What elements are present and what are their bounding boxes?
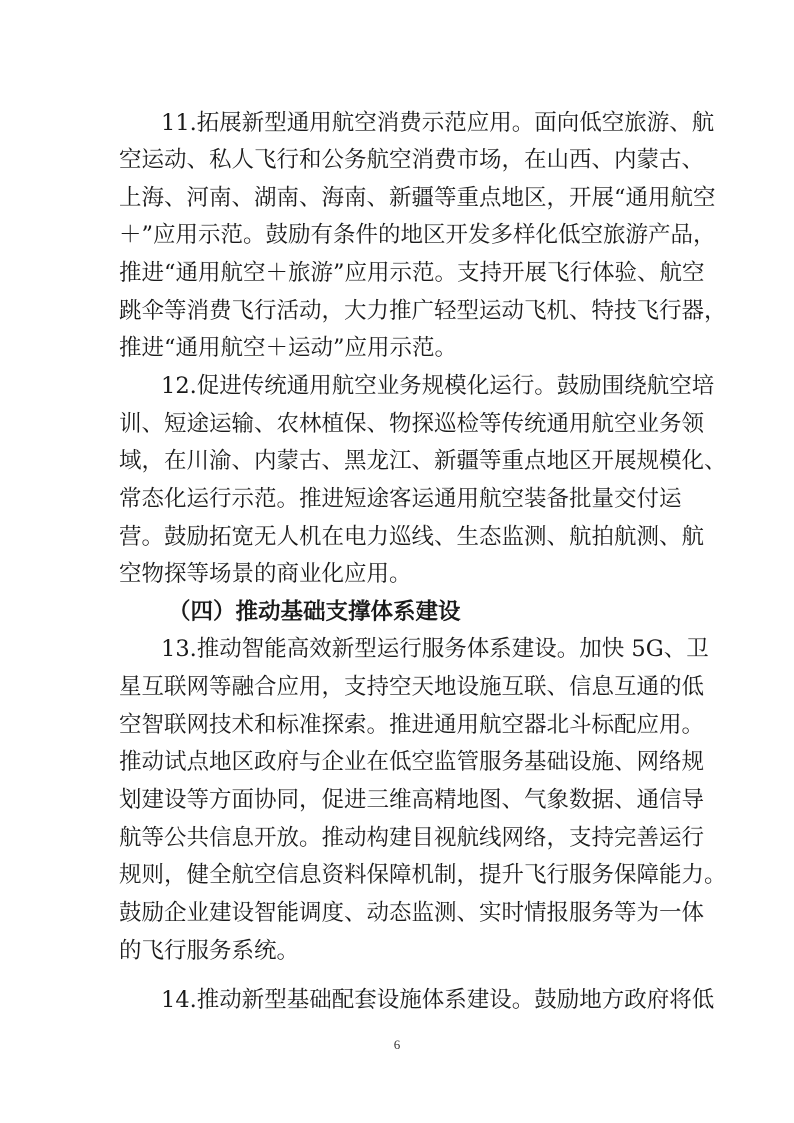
paragraph-12-line-3: 域，在川渝、内蒙古、黑龙江、新疆等重点地区开展规模化、 [119, 448, 727, 474]
paragraph-14-line-1: 14.推动新型基础配套设施体系建设。鼓励地方政府将低 [161, 987, 715, 1013]
paragraph-12-line-6: 空物探等场景的商业化应用。 [119, 561, 412, 587]
paragraph-13-line-9: 的飞行服务系统。 [119, 938, 300, 964]
paragraph-13-line-8: 鼓励企业建设智能调度、动态监测、实时情报服务等为一体 [119, 900, 705, 926]
paragraph-11-line-2: 空运动、私人飞行和公务航空消费市场，在山西、内蒙古、 [119, 147, 705, 173]
paragraph-13-line-4: 推动试点地区政府与企业在低空监管服务基础设施、网络规 [119, 749, 705, 775]
paragraph-13-line-3: 空智联网技术和标准探索。推进通用航空器北斗标配应用。 [119, 712, 705, 738]
paragraph-11-line-3: 上海、河南、湖南、海南、新疆等重点地区，开展“通用航空 [119, 185, 716, 211]
paragraph-12-line-4: 常态化运行示范。推进短途客运通用航空装备批量交付运 [119, 486, 682, 512]
paragraph-11-line-6: 跳伞等消费飞行活动，大力推广轻型运动飞机、特技飞行器， [119, 298, 727, 324]
paragraph-12-line-5: 营。鼓励拓宽无人机在电力巡线、生态监测、航拍航测、航 [119, 524, 705, 550]
paragraph-11-line-7: 推进“通用航空＋运动”应用示范。 [119, 335, 458, 361]
paragraph-13-line-2: 星互联网等融合应用，支持空天地设施互联、信息互通的低 [119, 674, 705, 700]
paragraph-11-line-5: 推进“通用航空＋旅游”应用示范。支持开展飞行体验、航空 [119, 260, 705, 286]
paragraph-13-line-6: 航等公共信息开放。推动构建目视航线网络，支持完善运行 [119, 825, 705, 851]
section-heading: （四）推动基础支撑体系建设 [168, 599, 461, 625]
paragraph-11-line-1: 11.拓展新型通用航空消费示范应用。面向低空旅游、航 [161, 110, 715, 136]
paragraph-13-line-1: 13.推动智能高效新型运行服务体系建设。加快 5G、卫 [161, 636, 709, 662]
paragraph-11-line-4: ＋”应用示范。鼓励有条件的地区开发多样化低空旅游产品， [119, 222, 716, 248]
paragraph-12-line-2: 训、短途运输、农林植保、物探巡检等传统通用航空业务领 [119, 411, 705, 437]
page-number: 6 [393, 1037, 401, 1052]
paragraph-12-line-1: 12.促进传统通用航空业务规模化运行。鼓励围绕航空培 [161, 373, 715, 399]
paragraph-13-line-7: 规则，健全航空信息资料保障机制，提升飞行服务保障能力。 [119, 862, 727, 888]
paragraph-13-line-5: 划建设等方面协同，促进三维高精地图、气象数据、通信导 [119, 787, 705, 813]
